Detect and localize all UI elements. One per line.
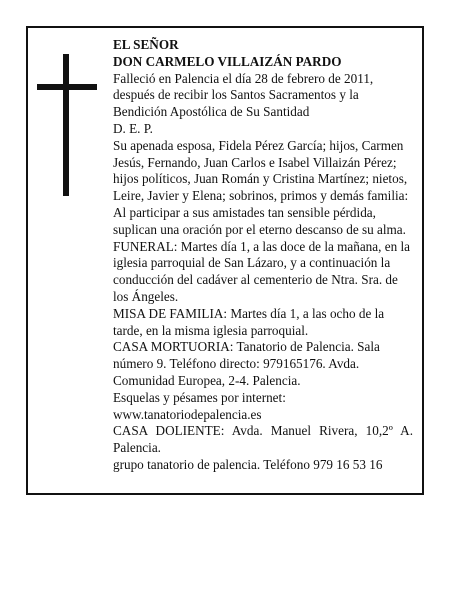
mortuary-paragraph: CASA MORTUORIA: Tanatorio de Palencia. Sala número 9. Teléfono directo: 979165176. Avda. Comunidad Europea, 2-4. Palencia. xyxy=(113,339,380,388)
cross-icon xyxy=(63,54,69,196)
death-notice: Falleció en Palencia el día 28 de febrero de 2011, después de recibir los Santos Sacramentos y la Bendición Apostólica de Su Santidad xyxy=(113,70,374,120)
title-line1: EL SEÑOR xyxy=(113,37,179,52)
mourning-house-paragraph: CASA DOLIENTE: Avda. Manuel Rivera, 10,2º A. Palencia. xyxy=(113,423,413,456)
request-paragraph: Al participar a sus amistades tan sensible pérdida, suplican una oración por el eterno descanso de su alma. xyxy=(113,204,406,237)
internet-url[interactable]: www.tanatoriodepalencia.es xyxy=(113,406,262,422)
obituary-text xyxy=(113,37,413,474)
family-paragraph: Su apenada esposa, Fidela Pérez García; hijos, Carmen Jesús, Fernando, Juan Carlos e Isabel Villaizán Pérez; hijos políticos, Juan Román y Cristina Martínez; nietos, Leire, Javier y Elena; sobrinos, primos y demás familia: xyxy=(113,137,409,204)
dep-line: D. E. P. xyxy=(113,120,153,136)
footer-line: grupo tanatorio de palencia. Teléfono 979 16 53 16 xyxy=(113,456,383,472)
internet-label: Esquelas y pésames por internet: xyxy=(113,389,286,405)
cross-icon-arm xyxy=(37,84,97,90)
funeral-paragraph: FUNERAL: Martes día 1, a las doce de la mañana, en la iglesia parroquial de San Lázaro, y a continuación la conducción del cadáver al cementerio de Ntra. Sra. de los Ángeles. xyxy=(113,238,410,304)
mass-paragraph: MISA DE FAMILIA: Martes día 1, a las ocho de la tarde, en la misma iglesia parroquial. xyxy=(113,305,385,338)
title-line2: DON CARMELO VILLAIZÁN PARDO xyxy=(113,53,342,69)
